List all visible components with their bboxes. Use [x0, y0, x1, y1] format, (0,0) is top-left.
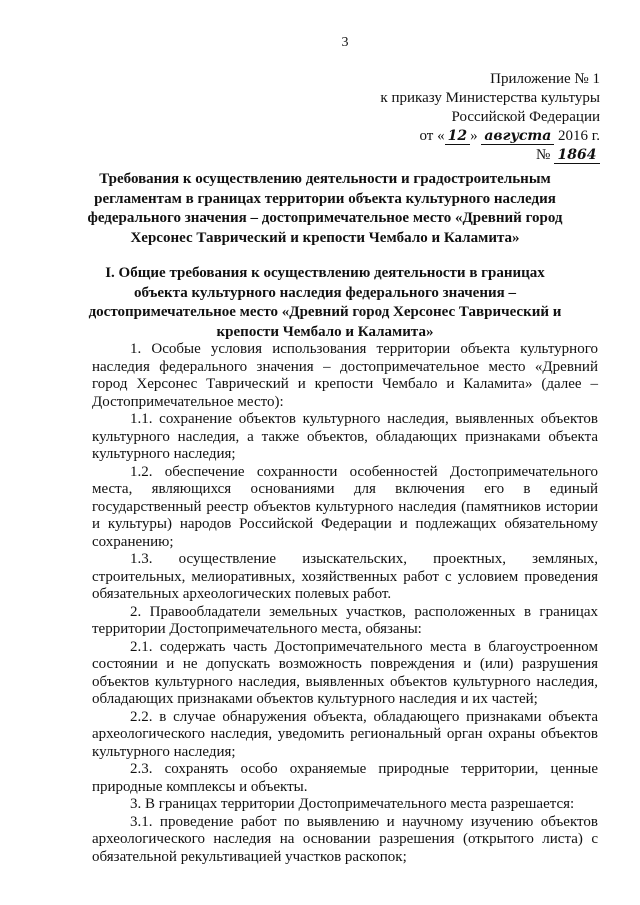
date-year: 2016 г. — [558, 128, 600, 144]
appendix-block — [380, 70, 600, 165]
document-body — [92, 341, 598, 866]
paragraph: 1.1. сохранение объектов культурного наследия, выявленных объектов культурного наследия, а также объектов, обладающих признаками объекта культурного наследия; — [92, 411, 598, 462]
appendix-number — [380, 146, 600, 165]
paragraph: 2.1. содержать часть Достопримечательного места в благоустроенном состоянии и не допускать возможность повреждения и (или) разрушения объектов культурного наследия, выявленных объектов культурного наследия, обладающих признаками объектов культурного наследия и их частей; — [92, 638, 598, 707]
paragraph: 2.2. в случае обнаружения объекта, обладающего признаками объекта археологического наследия, уведомить региональный орган охраны объектов культурного наследия; — [92, 708, 598, 760]
date-month-handwritten: августа — [481, 129, 554, 145]
paragraph: 1.3. осуществление изыскательских, проектных, земляных, строительных, мелиоративных, хозяйственных работ с условием проведения обязательных археологических полевых работ. — [92, 551, 598, 602]
date-prefix: от « — [419, 128, 445, 144]
paragraph: 2. Правообладатели земельных участков, расположенных в границах территории Достопримечательного места, обязаны: — [92, 603, 598, 637]
page-number: 3 — [341, 35, 349, 50]
number-handwritten: 1864 — [554, 148, 600, 164]
paragraph: 3.1. проведение работ по выявлению и научному изучению объектов археологического наследия на основании разрешения (открытого листа) с обязательной рекультивацией участков раскопок; — [92, 813, 598, 865]
paragraph: 1. Особые условия использования территории объекта культурного наследия федерального значения – достопримечательное место «Древний город Херсонес Таврический и крепости Чембало и Каламита» (далее – Достопримечательное место): — [92, 341, 598, 410]
document-title: Требования к осуществлению деятельности и градостроительным регламентам в границах территории объекта культурного наследия федерального значения – достопримечательное место «Древний город Херсонес Таврический и крепости Чембало и Каламита» — [87, 171, 563, 246]
paragraph: 3. В границах территории Достопримечательного места разрешается: — [130, 796, 575, 812]
number-prefix: № — [535, 147, 551, 163]
date-mid: » — [470, 128, 478, 144]
section-title: I. Общие требования к осуществлению деятельности в границах объекта культурного наследия федерального значения – достопримечательное место «Древний город Херсонес Таврический и крепости Чембало и Каламита» — [88, 265, 562, 340]
appendix-label: Приложение № 1 — [490, 71, 600, 87]
paragraph: 2.3. сохранять особо охраняемые природные территории, ценные природные комплексы и объекты. — [92, 761, 598, 795]
paragraph: 1.2. обеспечение сохранности особенностей Достопримечательного места, являющихся основаниями для включения его в единый государственный реестр объектов культурного наследия (памятников истории и культуры) народов Российской Федерации и подлежащих обязательному сохранению; — [92, 463, 598, 550]
appendix-date — [380, 127, 600, 146]
date-day-handwritten: 12 — [445, 129, 470, 145]
appendix-order-ref: к приказу Министерства культуры — [380, 90, 600, 106]
appendix-ministry: Российской Федерации — [451, 109, 600, 125]
